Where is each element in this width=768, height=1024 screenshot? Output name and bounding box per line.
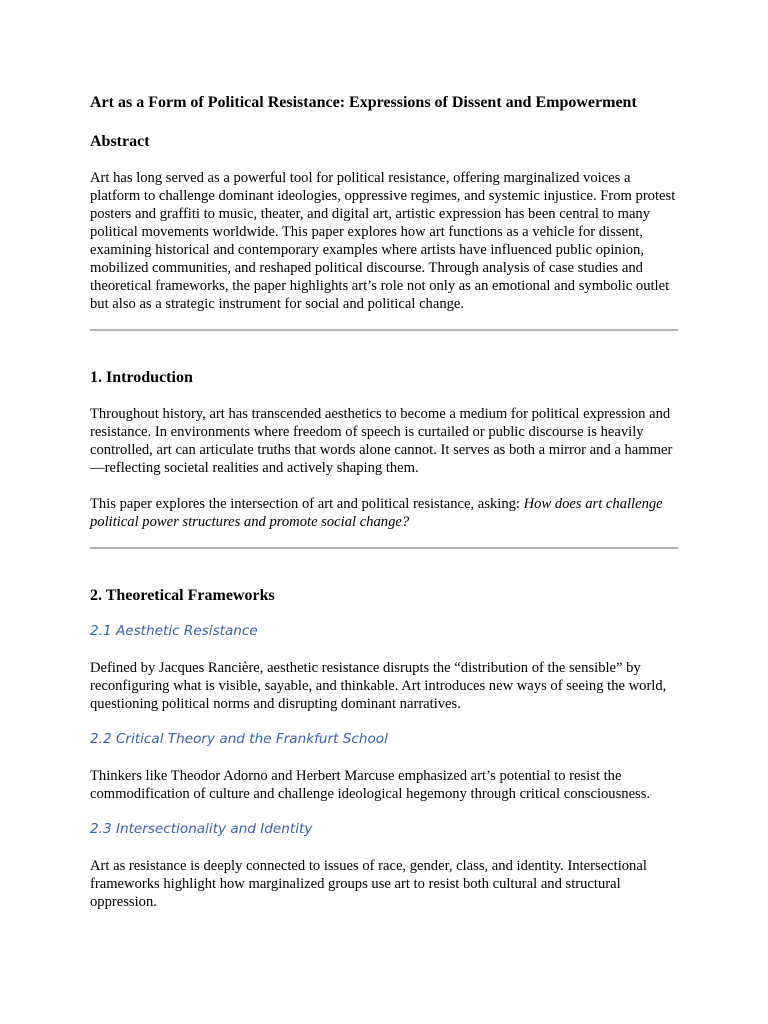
subsection-heading-aesthetic-resistance: 2.1 Aesthetic Resistance [90, 623, 258, 639]
introduction-paragraph-2-lead: This paper explores the intersection of art and political resistance, asking: [90, 496, 524, 512]
abstract-body: Art has long served as a powerful tool for political resistance, offering marginalized voices a platform to challenge dominant ideologies, oppressive regimes, and systemic injustice. From protest posters and graffiti to music, theater, and digital art, artistic expression has been central to many political movements worldwide. This paper explores how art functions as a vehicle for dissent, examining historical and contemporary examples where artists have influenced public opinion, mobilized communities, and reshaped political discourse. Through analysis of case studies and theoretical frameworks, the paper highlights art’s role not only as an emotional and symbolic outlet but also as a strategic instrument for social and political change. [90, 170, 676, 312]
introduction-heading: 1. Introduction [90, 369, 193, 386]
document-title: Art as a Form of Political Resistance: Expressions of Dissent and Empowerment [90, 94, 637, 111]
introduction-paragraph-1: Throughout history, art has transcended aesthetics to become a medium for political expression and resistance. In environments where freedom of speech is curtailed or public discourse is heavily controlled, art can articulate truths that words alone cannot. It serves as both a mirror and a hammer—reflecting societal realities and actively shaping them. [90, 406, 673, 476]
frameworks-heading: 2. Theoretical Frameworks [90, 587, 275, 604]
subsection-heading-intersectionality: 2.3 Intersectionality and Identity [90, 821, 313, 837]
subsection-heading-critical-theory: 2.2 Critical Theory and the Frankfurt School [90, 731, 388, 747]
introduction-paragraph-2 [90, 495, 680, 531]
section-divider [90, 329, 678, 331]
research-question: How does art challenge political power structures and promote social change? [90, 496, 663, 530]
section-divider [90, 547, 678, 549]
abstract-heading: Abstract [90, 133, 150, 150]
subsection-body-intersectionality: Art as resistance is deeply connected to issues of race, gender, class, and identity. Intersectional frameworks highlight how marginalized groups use art to resist both cultural and structural oppression. [90, 858, 647, 910]
subsection-body-critical-theory: Thinkers like Theodor Adorno and Herbert Marcuse emphasized art’s potential to resist the commodification of culture and challenge ideological hegemony through critical consciousness. [90, 768, 651, 802]
subsection-body-aesthetic-resistance: Defined by Jacques Rancière, aesthetic resistance disrupts the “distribution of the sensible” by reconfiguring what is visible, sayable, and thinkable. Art introduces new ways of seeing the world, questioning political norms and disrupting dominant narratives. [90, 660, 667, 712]
